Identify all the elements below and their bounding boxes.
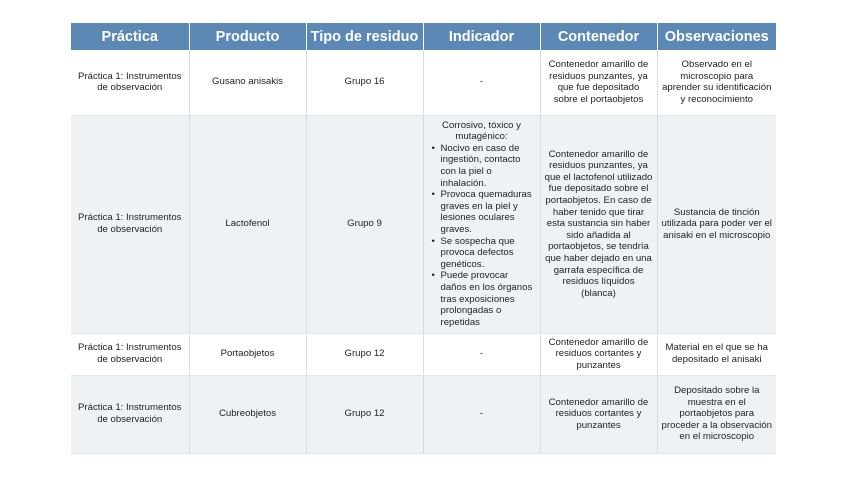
list-item: • Se sospecha que provoca defectos genéticos.: [441, 236, 535, 271]
cell-producto: Lactofenol: [189, 115, 306, 333]
cell-tipo: Grupo 9: [306, 115, 423, 333]
header-indicador: Indicador: [423, 23, 540, 50]
cell-indicador: -: [423, 50, 540, 115]
header-row: [71, 23, 776, 50]
header-producto: Producto: [189, 23, 306, 50]
cell-indicador: -: [423, 333, 540, 375]
cell-contenedor: Contenedor amarillo de residuos punzantes, ya que fue depositado sobre el portaobjetos: [540, 50, 657, 115]
cell-producto: Cubreobjetos: [189, 375, 306, 453]
waste-table: [71, 23, 776, 454]
list-item: • Nocivo en caso de ingestión, contacto con la piel o inhalación.: [441, 143, 535, 189]
cell-observaciones: Sustancia de tinción utilizada para poder ver el anisaki en el microscopio: [657, 115, 776, 333]
header-tipo-residuo: Tipo de residuo: [306, 23, 423, 50]
header-contenedor: Contenedor: [540, 23, 657, 50]
table-row: [71, 115, 776, 333]
table-row: [71, 50, 776, 115]
cell-indicador: -: [423, 375, 540, 453]
cell-practica: Práctica 1: Instrumentos de observación: [71, 50, 189, 115]
cell-producto: Gusano anisakis: [189, 50, 306, 115]
cell-producto: Portaobjetos: [189, 333, 306, 375]
cell-indicador: [423, 115, 540, 333]
cell-tipo: Grupo 12: [306, 333, 423, 375]
list-item: • Provoca quemaduras graves en la piel y lesiones oculares graves.: [441, 189, 535, 235]
cell-practica: Práctica 1: Instrumentos de observación: [71, 333, 189, 375]
cell-contenedor: Contenedor amarillo de residuos cortantes y punzantes: [540, 375, 657, 453]
table-row: [71, 375, 776, 453]
indicator-title: Corrosivo, tóxico y mutagénico:: [442, 119, 521, 143]
cell-contenedor: Contenedor amarillo de residuos cortantes y punzantes: [540, 333, 657, 375]
cell-practica: Práctica 1: Instrumentos de observación: [71, 115, 189, 333]
header-practica: Práctica: [71, 23, 189, 50]
cell-observaciones: Observado en el microscopio para aprender su identificación y reconocimiento: [657, 50, 776, 115]
table-row: [71, 333, 776, 375]
header-observaciones: Observaciones: [657, 23, 776, 50]
cell-contenedor: Contenedor amarillo de residuos punzantes, ya que el lactofenol utilizado fue depositado sobre el portaobjetos. En caso de haber tenido que tirar esta sustancia sin haber sido añadida al portaobjetos, se tendría que haber dejado en una garrafa específica de residuos líquidos (blanca): [540, 115, 657, 333]
cell-observaciones: Depositado sobre la muestra en el portaobjetos para proceder a la observación en el microscopio: [657, 375, 776, 453]
cell-practica: Práctica 1: Instrumentos de observación: [71, 375, 189, 453]
cell-tipo: Grupo 16: [306, 50, 423, 115]
waste-table-container: [71, 23, 776, 454]
cell-observaciones: Material en el que se ha depositado el anisaki: [657, 333, 776, 375]
cell-tipo: Grupo 12: [306, 375, 423, 453]
indicator-list: [429, 143, 535, 329]
list-item: • Puede provocar daños en los órganos tras exposiciones prolongadas o repetidas: [441, 270, 535, 328]
